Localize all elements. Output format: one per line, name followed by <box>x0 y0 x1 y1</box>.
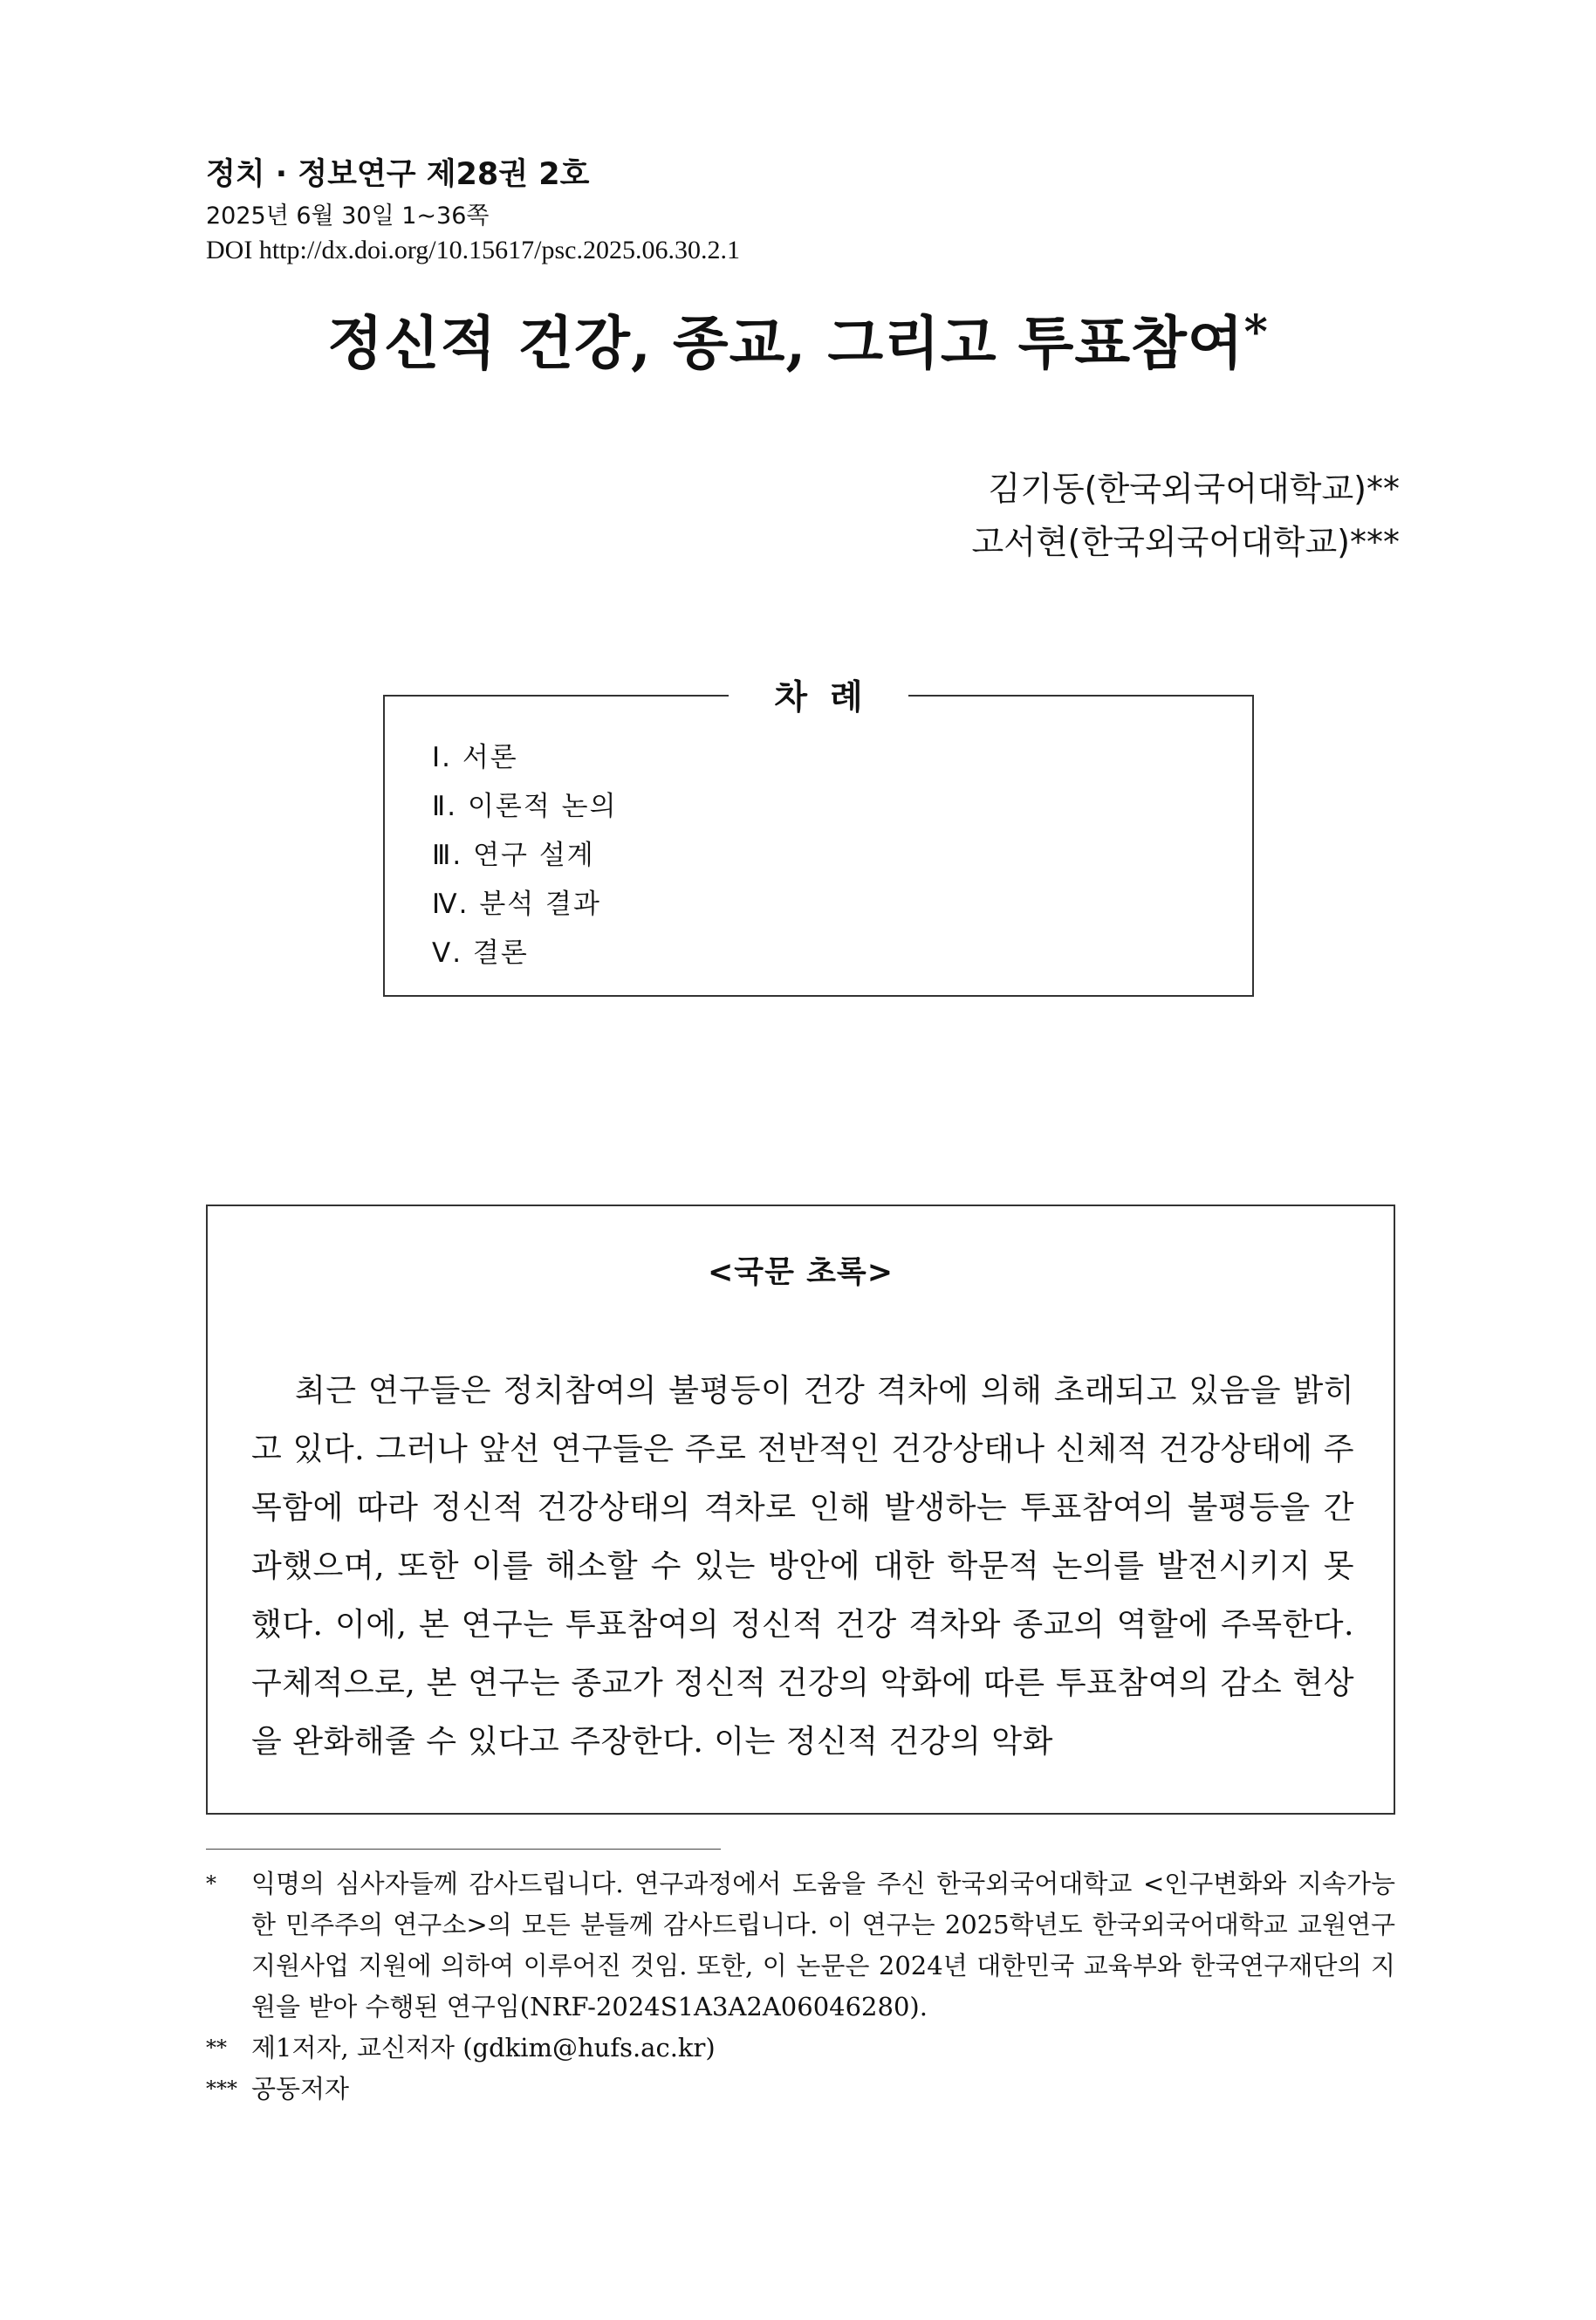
footnote <box>206 2069 1395 2110</box>
table-of-contents <box>383 678 1254 997</box>
footnote-mark: * <box>206 1871 216 1896</box>
journal-date-pages: 2025년 6월 30일 1~36쪽 <box>206 202 490 230</box>
title-footnote-mark: * <box>1243 305 1269 359</box>
footnote-text: 익명의 심사자들께 감사드립니다. 연구과정에서 도움을 주신 한국외국어대학교 <인구변화와 지속가능한 민주주의 연구소>의 모든 분들께 감사드립니다. 이 연구는 2025학년도 한국외국어대학교 교원연구지원사업 지원에 의하여 이루어진 것임. 또한, 이 논문은 2024년 대한민국 교육부와 한국연구재단의 지원을 받아 수행된 연구임(NRF-2024S1A3A2A06046280). <box>251 1869 1395 2021</box>
toc-item: Ⅱ. 이론적 논의 <box>432 791 618 822</box>
journal-name: 정치 · 정보연구 제28권 2호 <box>206 157 590 192</box>
author-1: 김기동(한국외국어대학교)** <box>988 470 1400 508</box>
abstract-title: <국문 초록> <box>707 1255 894 1290</box>
footnote-text: 공동저자 <box>251 2074 350 2104</box>
toc-item: Ⅲ. 연구 설계 <box>432 840 595 871</box>
footnote <box>206 2028 1395 2069</box>
journal-doi: DOI http://dx.doi.org/10.15617/psc.2025.06.30.2.1 <box>206 235 740 264</box>
footnote <box>206 1864 1395 2028</box>
journal-header <box>206 155 740 267</box>
toc-item: Ⅴ. 결론 <box>432 937 529 969</box>
abstract-body: 최근 연구들은 정치참여의 불평등이 건강 격차에 의해 초래되고 있음을 밝히고 있다. 그러나 앞선 연구들은 주로 전반적인 건강상태나 신체적 건강상태에 주목함에 따라 정신적 건강상태의 격차로 인해 발생하는 투표참여의 불평등을 간과했으며, 또한 이를 해소할 수 있는 방안에 대한 학문적 논의를 발전시키지 못했다. 이에, 본 연구는 투표참여의 정신적 건강 격차와 종교의 역할에 주목한다. 구체적으로, 본 연구는 종교가 정신적 건강의 악화에 따른 투표참여의 감소 현상을 완화해줄 수 있다고 주장한다. 이는 정신적 건강의 악화 <box>251 1373 1354 1760</box>
footnote-mark: ** <box>206 2035 227 2060</box>
toc-item: Ⅰ. 서론 <box>432 742 518 773</box>
footnote-text: 제1저자, 교신저자 (gdkim@hufs.ac.kr) <box>251 2033 716 2063</box>
korean-abstract-box <box>206 1205 1395 1815</box>
paper-title-text: 정신적 건강, 종교, 그리고 투표참여 <box>327 309 1244 377</box>
author-2: 고서현(한국외국어대학교)*** <box>971 522 1400 561</box>
toc-item: Ⅳ. 분석 결과 <box>432 889 601 920</box>
author-list <box>972 463 1400 569</box>
footnote-mark: *** <box>206 2076 237 2101</box>
toc-heading: 차례 <box>729 678 908 717</box>
footnote-divider <box>206 1849 721 1850</box>
paper-title <box>0 297 1596 380</box>
footnotes <box>206 1864 1395 2110</box>
